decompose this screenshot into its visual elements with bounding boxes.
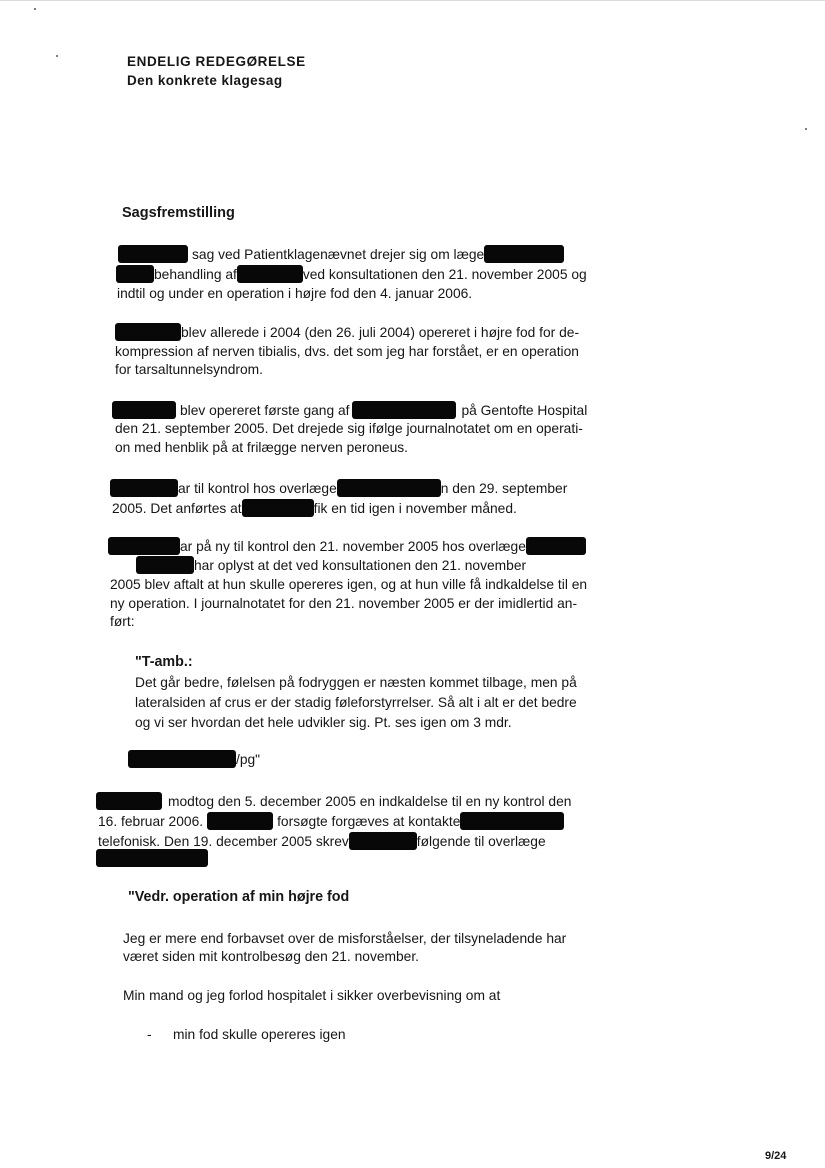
text-line: on med henblik på at frilægge nerven peroneus. <box>115 440 408 455</box>
redaction-block <box>112 401 176 419</box>
text-line: behandling af ved konsultationen den 21. november 2005 og <box>116 265 587 284</box>
text-line: har oplyst at det ved konsultationen den 21. november <box>108 556 526 575</box>
redaction-block <box>118 245 188 263</box>
redaction-block <box>110 479 178 497</box>
redaction-block <box>136 556 194 574</box>
scan-speck <box>805 128 807 130</box>
redaction-block <box>349 832 417 850</box>
text-line: blev allerede i 2004 (den 26. juli 2004) opereret i højre fod for de- <box>115 323 579 342</box>
document-subtitle: Den konkrete klagesag <box>127 73 283 88</box>
text-line: ar til kontrol hos overlæge n den 29. september <box>110 479 567 498</box>
letter-heading: "Vedr. operation af min højre fod <box>128 889 350 905</box>
scan-speck <box>56 55 58 57</box>
text-line: ny operation. I journalnotatet for den 21. november 2005 er der imidlertid an- <box>110 596 578 611</box>
redaction-block <box>108 537 180 555</box>
text-line: 2005 blev aftalt at hun skulle opereres igen, og at hun ville få indkaldelse til en <box>110 577 588 592</box>
text-line: blev opereret første gang af på Gentofte Hospital <box>112 401 587 420</box>
quote-line: lateralsiden af crus er der stadig føleforstyrrelser. Så alt i alt er det bedre <box>135 695 577 710</box>
redaction-block <box>116 265 154 283</box>
document-title: ENDELIG REDEGØRELSE <box>127 54 306 69</box>
text-line: kompression af nerven tibialis, dvs. det som jeg har forstået, er en operation <box>115 344 579 359</box>
quote-signature: /pg" <box>128 750 260 769</box>
text-line <box>96 849 208 868</box>
letter-line: Min mand og jeg forlod hospitalet i sikker overbevisning om at <box>123 988 501 1003</box>
text-line: indtil og under en operation i højre fod den 4. januar 2006. <box>117 286 473 301</box>
redaction-block <box>242 499 314 517</box>
quote-line: Det går bedre, følelsen på fodryggen er næsten kommet tilbage, men på <box>135 675 577 690</box>
redaction-block <box>237 265 303 283</box>
text-line: ar på ny til kontrol den 21. november 2005 hos overlæge <box>108 537 586 556</box>
bullet-marker: - <box>147 1027 152 1042</box>
redaction-block <box>128 750 236 768</box>
redaction-block <box>207 812 273 830</box>
text-line: sag ved Patientklagenævnet drejer sig om læge <box>118 245 564 264</box>
text-line: modtog den 5. december 2005 en indkaldelse til en ny kontrol den <box>96 792 571 811</box>
text-line: telefonisk. Den 19. december 2005 skrev følgende til overlæge <box>98 834 546 849</box>
redaction-block <box>484 245 564 263</box>
letter-line: været siden mit kontrolbesøg den 21. november. <box>123 949 420 964</box>
bullet-item: min fod skulle opereres igen <box>173 1027 346 1042</box>
scan-speck <box>34 8 36 10</box>
section-heading: Sagsfremstilling <box>122 205 235 221</box>
redaction-block <box>115 323 181 341</box>
redaction-block <box>460 812 564 830</box>
page-number: 9/24 <box>765 1150 787 1162</box>
text-line: ført: <box>110 614 135 629</box>
text-line: den 21. september 2005. Det drejede sig ifølge journalnotatet om en operati- <box>115 421 583 436</box>
text-line: 2005. Det anførtes at fik en tid igen i november måned. <box>112 501 517 516</box>
redaction-block <box>96 792 162 810</box>
text-line: 16. februar 2006. forsøgte forgæves at kontakte <box>98 812 564 831</box>
scan-edge-line <box>0 0 825 1</box>
redaction-block <box>337 479 441 497</box>
redaction-block <box>96 849 208 867</box>
redaction-block <box>352 401 456 419</box>
letter-line: Jeg er mere end forbavset over de misforståelser, der tilsyneladende har <box>123 931 567 946</box>
quote-heading: "T-amb.: <box>135 654 193 670</box>
quote-line: og vi ser hvordan det hele udvikler sig. Pt. ses igen om 3 mdr. <box>135 715 512 730</box>
redaction-block <box>526 537 586 555</box>
text-line: for tarsaltunnelsyndrom. <box>115 362 263 377</box>
